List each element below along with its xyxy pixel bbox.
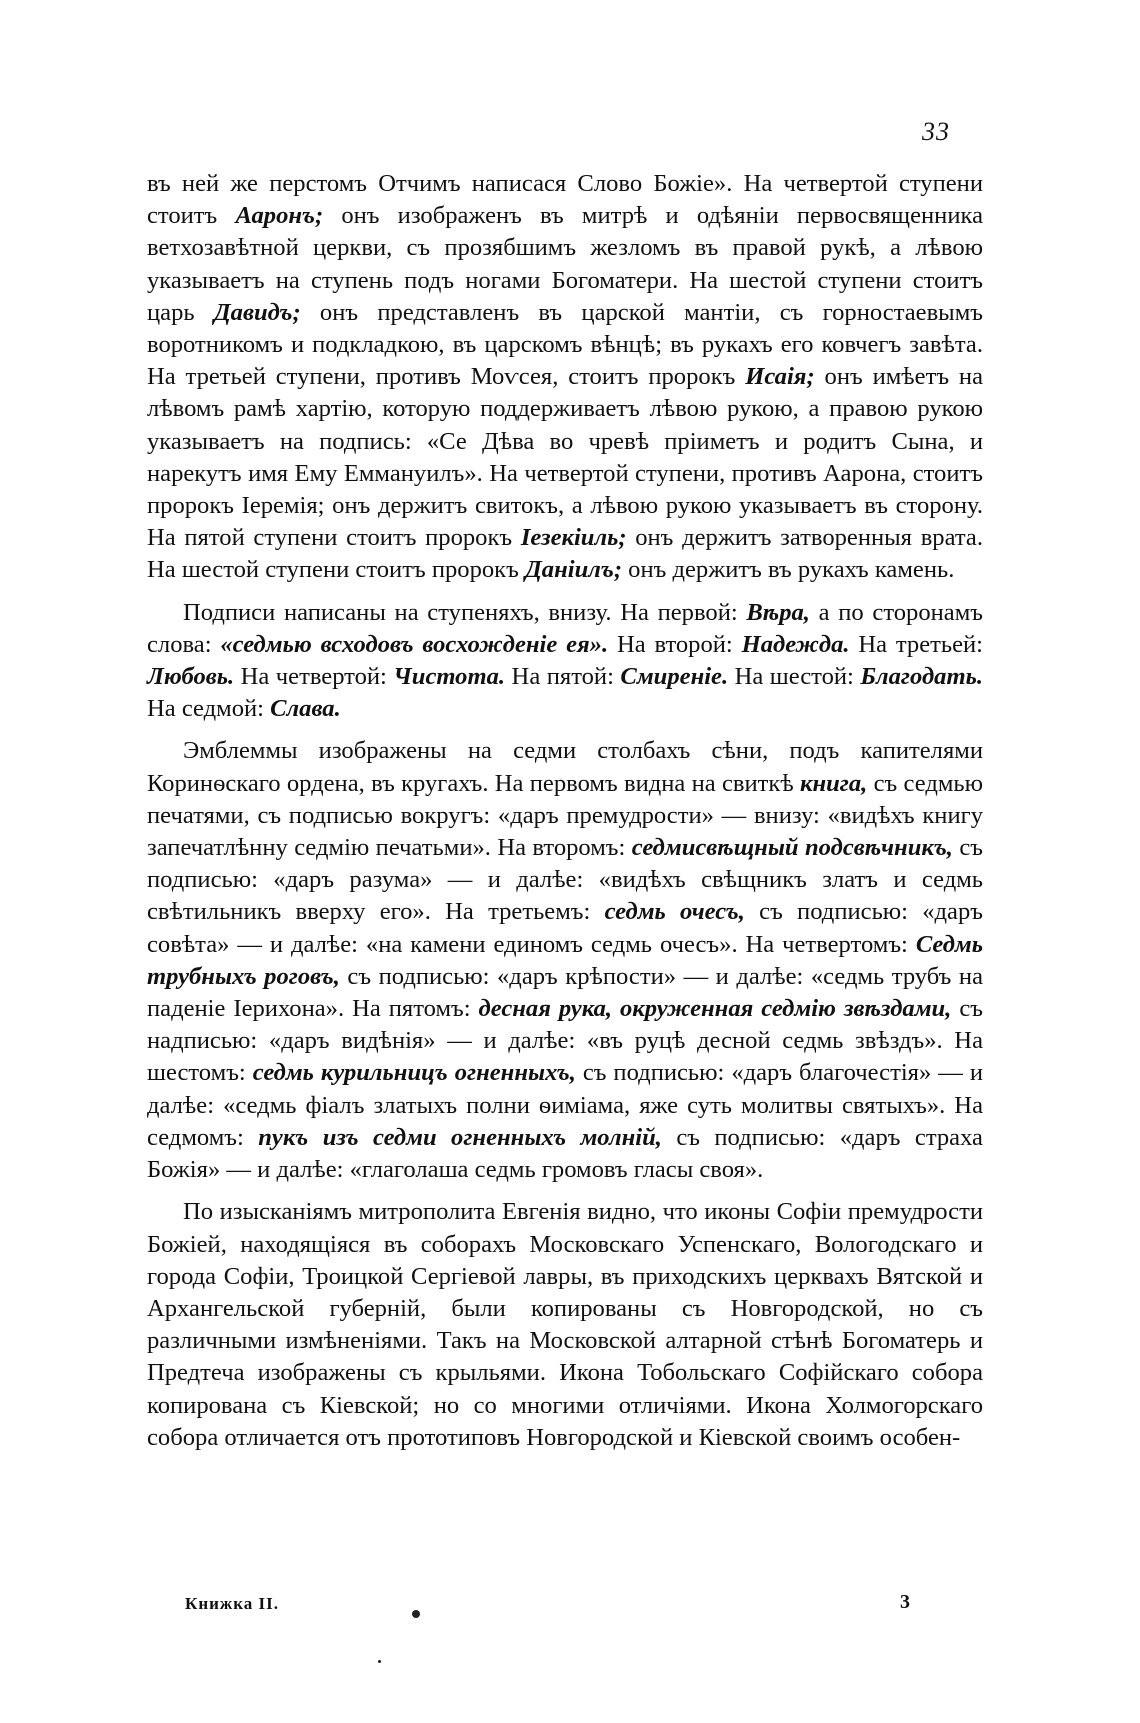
text-run: онъ изображенъ въ митрѣ и одѣяніи первосвященника ветхозавѣтной церкви, съ прозябшимъ жезломъ въ правой рукѣ, а лѣвою указываетъ на ступень подъ ногами Богоматери. На шестой ступени стоитъ царь (147, 202, 983, 326)
text-run: въ ней же перстомъ Отчимъ написася Слово Божіе». На четвертой ступени стоитъ (147, 170, 983, 230)
emphasized-text: Ааронъ; (235, 202, 324, 230)
text-run: съ подписью: «даръ совѣта» — и далѣе: «на камени единомъ седмь очесъ». На четвертомъ: (147, 898, 983, 958)
text-run: Эмблеммы изображены на седми столбахъ сѣни, подъ капителями Коринѳскаго ордена, въ кругахъ. На первомъ видна на свиткѣ (147, 737, 983, 797)
emphasized-text: Іезекіиль; (520, 524, 627, 552)
page-number: 33 (922, 117, 950, 146)
emphasized-text: книга, (800, 769, 868, 797)
text-run: съ подписью: «даръ благочестія» — и далѣе: «седмь фіалъ златыхъ полни ѳиміама, яже суть молитвы святыхъ». На седмомъ: (147, 1059, 983, 1151)
text-run: На пятой: (505, 663, 621, 691)
emphasized-text: десная рука, окруженная седмію звѣздами, (478, 995, 952, 1023)
paragraph-4 (147, 1196, 983, 1454)
paragraph-3 (147, 735, 983, 1186)
emphasized-text: Вѣра, (746, 598, 810, 626)
text-run: Подписи написаны на ступеняхъ, внизу. На первой: (183, 598, 747, 626)
emphasized-text: Смиреніе. (620, 663, 729, 691)
emphasized-text: пукъ изъ седми огненныхъ молній, (258, 1123, 662, 1151)
text-run: На третьей: (849, 630, 983, 658)
text-run: съ надписью: «даръ видѣнія» — и далѣе: «въ руцѣ десной седмь звѣздъ». На шестомъ: (147, 995, 983, 1087)
text-run: съ седмью печатями, съ подписью вокругъ: «даръ премудрости» — внизу: «видѣхъ книгу запечатлѣнну седмію печатьми». На второмъ: (147, 769, 984, 862)
paragraph-1 (147, 168, 983, 587)
emphasized-text: Исаія; (745, 363, 815, 391)
signature-number: 3 (900, 1591, 910, 1613)
emphasized-text: Слава. (270, 695, 341, 723)
text-run: съ подписью: «даръ разума» — и далѣе: «видѣхъ свѣщникъ златъ и седмь свѣтильникъ вверху его». На третьемъ: (147, 834, 983, 926)
text-run: онъ имѣетъ на лѣвомъ рамѣ хартію, которую поддерживаетъ лѣвою рукою, а правою рукою указываетъ на подпись: «Се Дѣва во чревѣ пріиметъ и родитъ Сына, и нарекутъ имя Ему Еммануилъ». На четвертой ступени, противъ Аарона, стоитъ пророкъ Іеремія; онъ держитъ свитокъ, а лѣвою рукою указываетъ въ сторону. На пятой ступени стоитъ пророкъ (147, 363, 983, 552)
text-run: съ подписью: «даръ страха Божія» — и далѣе: «глаголаша седмь громовъ гласы своя». (147, 1123, 983, 1184)
emphasized-text: Благодать. (860, 663, 983, 691)
emphasized-text: Любовь. (147, 663, 235, 691)
emphasized-text: седмь курильницъ огненныхъ, (252, 1059, 576, 1087)
text-run: На седмой: (147, 695, 271, 723)
emphasized-text: «седмью всходовъ восхожденіе ея». (220, 630, 609, 658)
emphasized-text: Седмь трубныхъ роговъ, (147, 930, 983, 990)
text-run: По изысканіямъ митрополита Евгенія видно, что иконы Софіи премудрости Божіей, находящіяся въ соборахъ Московскаго Успенскаго, Вологодскаго и города Софіи, Троицкой Сергіевой лавры, въ приходскихъ церквахъ Вятской и Архангельской губерній, были копированы съ Новгородской, но съ различными измѣненіями. Такъ на Московской алтарной стѣнѣ Богоматерь и Предтеча изображены съ крыльями. Икона Тобольскаго Софійскаго собора копирована съ Кіевской; но со многими отличіями. Икона Холмогорскаго собора отличается отъ прототиповъ Новгородской и Кіевской своимъ особен- (147, 1198, 983, 1451)
emphasized-text: Давидъ; (213, 298, 301, 326)
emphasized-text: седмисвѣщный подсвѣчникъ, (631, 834, 953, 862)
ink-speck (378, 1660, 381, 1663)
emphasized-text: Надежда. (741, 630, 850, 658)
emphasized-text: седмь очесъ, (604, 898, 745, 926)
signature-mark: Книжка II. (185, 1594, 280, 1613)
emphasized-text: Даніилъ; (525, 556, 623, 584)
text-run: На второй: (608, 630, 742, 658)
ink-speck (412, 1610, 420, 1618)
emphasized-text: Чистота. (393, 663, 506, 691)
text-run: онъ представленъ въ царской мантіи, съ горностаевымъ воротникомъ и подкладкою, въ царскомъ вѣнцѣ; въ рукахъ его ковчегъ завѣта. На третьей ступени, противъ Моѵсея, стоитъ пророкъ (147, 298, 983, 391)
text-run: онъ держитъ въ рукахъ камень. (622, 556, 955, 584)
body-text (147, 168, 983, 1464)
text-run: На четвертой: (234, 663, 394, 691)
text-run: На шестой: (728, 663, 861, 691)
text-run: онъ держитъ затворенныя врата. На шестой ступени стоитъ пророкъ (147, 524, 983, 584)
text-run: а по сторонамъ слова: (147, 598, 983, 658)
paragraph-2 (147, 597, 983, 726)
text-run: съ подписью: «даръ крѣпости» — и далѣе: «седмь трубъ на паденіе Іерихона». На пятомъ: (147, 962, 983, 1023)
